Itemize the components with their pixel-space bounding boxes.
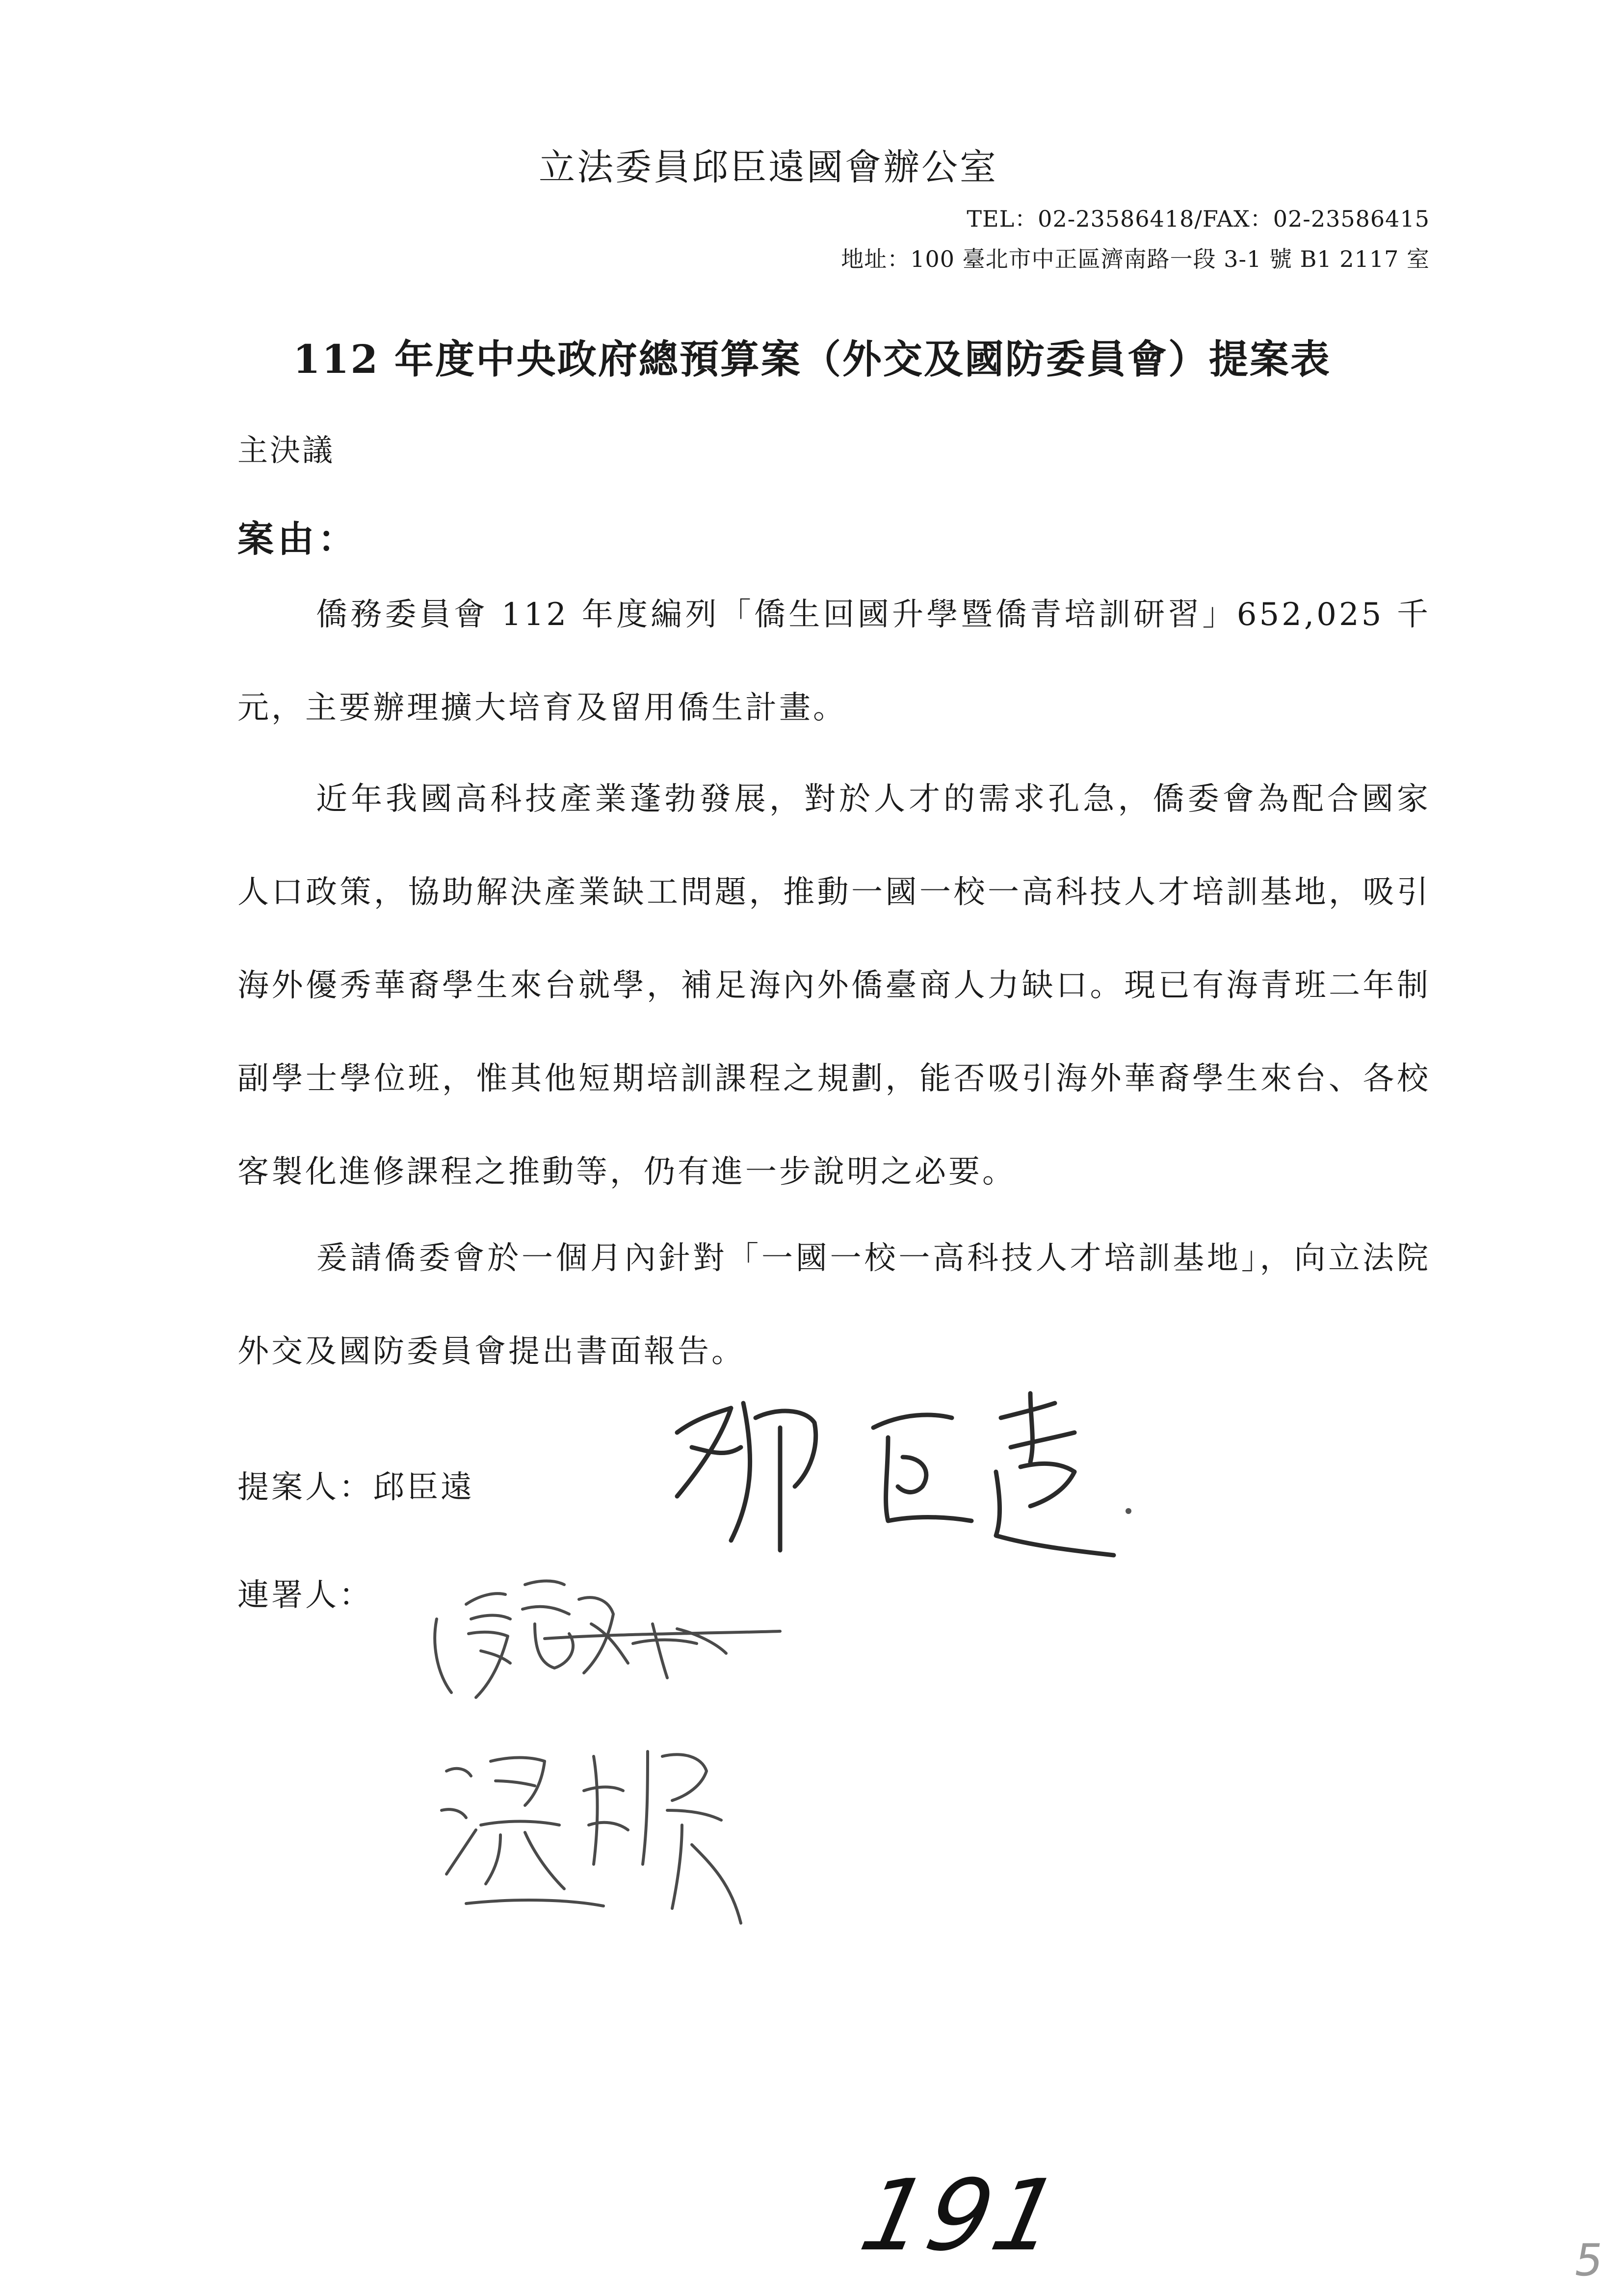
cosigner-signature-1 [422,1565,795,1712]
proposer-label: 提案人：邱臣遠 [237,1469,474,1506]
reason-heading: 案由： [237,518,358,560]
reason-paragraph-1: 僑務委員會 112 年度編列「僑生回國升學暨僑青培訓研習」652,025 千元，主要辦理擴大培育及留用僑生計畫。 [237,597,1431,726]
document-title: 112 年度中央政府總預算案（外交及國防委員會）提案表 [293,336,1331,382]
office-name: 立法委員邱臣遠國會辦公室 [539,146,998,188]
resolution-type: 主決議 [237,432,335,468]
cosigner-signature-2 [437,1727,770,1943]
reason-paragraph-3: 爰請僑委會於一個月內針對「一國一校一高科技人才培訓基地」，向立法院外交及國防委員會提出書面報告。 [237,1240,1431,1370]
proposer-signature [657,1374,1148,1580]
reason-paragraph-2: 近年我國高科技產業蓬勃發展，對於人才的需求孔急，僑委會為配合國家人口政策，協助解決產業缺工問題，推動一國一校一高科技人才培訓基地，吸引海外優秀華裔學生來台就學，補足海內外僑臺商人力缺口。現已有海青班二年制副學士學位班，惟其他短期培訓課程之規劃，能否吸引海外華裔學生來台、各校客製化進修課程之推動等，仍有進一步說明之必要。 [237,781,1431,1190]
corner-mark: 5 [1570,2235,1608,2286]
handwritten-page-number: 191 [851,2159,1072,2273]
tel-fax-line: TEL：02-23586418/FAX：02-23586415 [967,206,1430,232]
address-line: 地址：100 臺北市中正區濟南路一段 3-1 號 B1 2117 室 [841,246,1430,272]
cosigner-label: 連署人： [237,1577,373,1614]
